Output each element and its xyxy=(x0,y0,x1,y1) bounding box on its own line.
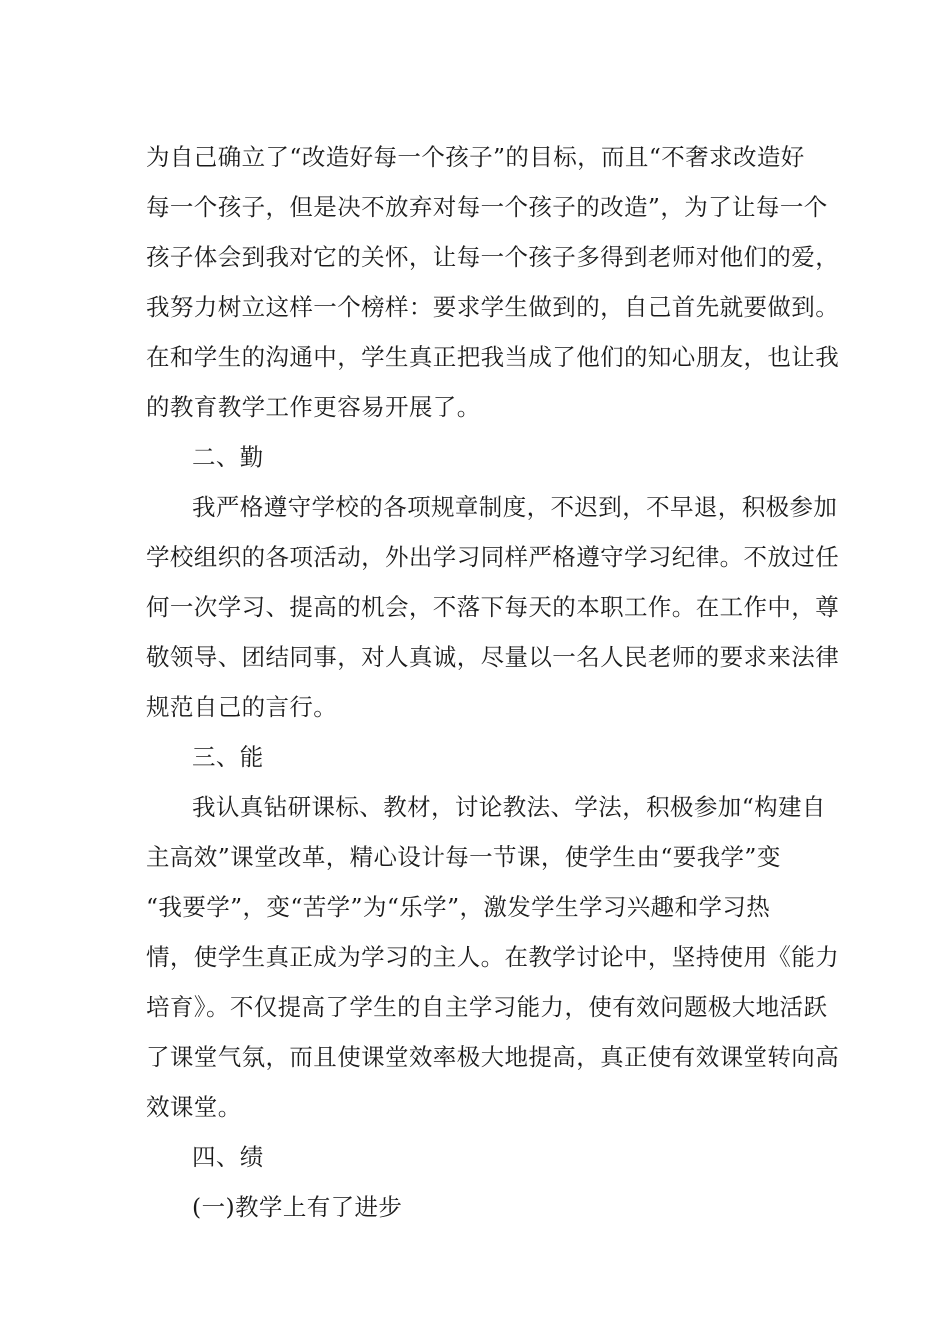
text-line: 规范自己的言行。 xyxy=(146,693,338,721)
section-heading: 四、绩 xyxy=(192,1143,264,1171)
text-line: 主高效”课堂改革，精心设计每一节课，使学生由“要我学”变 xyxy=(146,843,781,871)
document-body xyxy=(146,132,840,1232)
section-heading: 二、勤 xyxy=(192,443,264,471)
subsection-heading: (一)教学上有了进步 xyxy=(192,1193,403,1221)
text-line: 了课堂气氛，而且使课堂效率极大地提高，真正使有效课堂转向高 xyxy=(146,1043,840,1071)
text-line: 情，使学生真正成为学习的主人。在教学讨论中，坚持使用《能力 xyxy=(146,943,840,971)
text-line: 学校组织的各项活动，外出学习同样严格遵守学习纪律。不放过任 xyxy=(146,543,840,571)
text-line: 孩子体会到我对它的关怀，让每一个孩子多得到老师对他们的爱， xyxy=(146,243,840,271)
text-line: 敬领导、团结同事，对人真诚，尽量以一名人民老师的要求来法律 xyxy=(146,643,840,671)
text-line: 在和学生的沟通中，学生真正把我当成了他们的知心朋友，也让我 xyxy=(146,343,840,371)
text-line: 效课堂。 xyxy=(146,1093,242,1121)
text-line: 每一个孩子，但是决不放弃对每一个孩子的改造”，为了让每一个 xyxy=(146,193,828,221)
text-line: “我要学”，变“苦学”为“乐学”，激发学生学习兴趣和学习热 xyxy=(146,893,771,921)
text-line: 培育》。不仅提高了学生的自主学习能力，使有效问题极大地活跃 xyxy=(146,993,828,1021)
text-line: 我认真钻研课标、教材，讨论教法、学法，积极参加“构建自 xyxy=(192,793,826,821)
section-heading: 三、能 xyxy=(192,743,264,771)
text-line: 我严格遵守学校的各项规章制度，不迟到，不早退，积极参加 xyxy=(192,493,838,521)
text-line: 我努力树立这样一个榜样：要求学生做到的，自己首先就要做到。 xyxy=(146,293,840,321)
text-line: 何一次学习、提高的机会，不落下每天的本职工作。在工作中，尊 xyxy=(146,593,840,621)
text-line: 为自己确立了“改造好每一个孩子”的目标，而且“不奢求改造好 xyxy=(146,143,805,171)
text-line: 的教育教学工作更容易开展了。 xyxy=(146,393,481,421)
